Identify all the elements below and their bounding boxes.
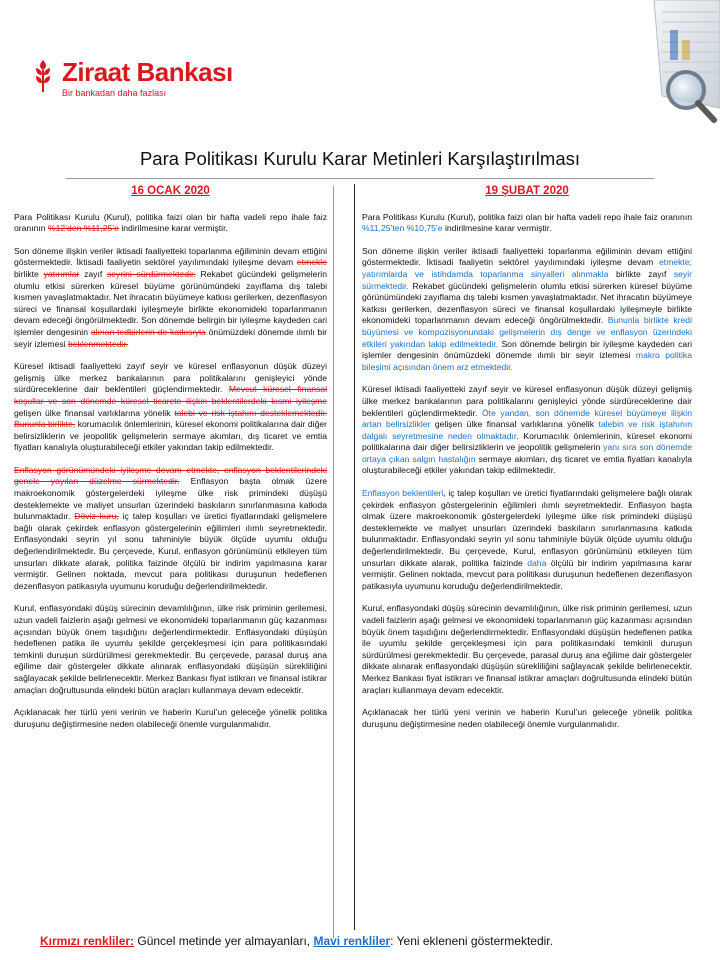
body-text: indirilmesine karar vermiştir.: [442, 223, 552, 234]
body-text: birlikte zayıf: [608, 268, 674, 279]
body-text: önümüzdeki dönemde ılımlı bir seyir izlemesi: [14, 326, 327, 349]
body-text: , iç talep koşulları ve üretici fiyatlarındaki gelişmelere bağlı olarak çekirdek enflasyon göstergelerinin eğilimleri ılımlı seyretmektedir. Enflasyon başta olmak üzere makroekonomik göstergelerdeki iyileşme ülke risk primindeki düşüşü desteklemekte ve maliyet unsurları üzerindeki baskıların sınırlanmasına katkıda bulunmaktadır. Enflasyondaki seyrin yıl sonu tahminiyle büyük ölçüde uyumlu olduğu değerlendirilmektedir. Bu çerçevede, Kurul, enflasyon görünümünü etkileyen tüm unsurları dikkate alarak, politika faizinde: [362, 488, 692, 568]
removed-text: etmekle: [296, 257, 327, 268]
header: [0, 0, 720, 130]
paragraph: [362, 603, 692, 696]
body-text: Rekabet gücündeki gelişmelerin olumlu etkisi sürerken küresel büyüme görünümündeki zayıflama dış talebi kısmen yavaşlatmaktadır. Net ihracatın büyümeye katkısı gerilerken, dezenflasyon süreci ve finansal koşullardaki iyileşmeyle birlikte ekonomideki toparlanmanın devam edeceği öngörülmektedir.: [362, 280, 692, 326]
removed-text: beklenmektedir.: [67, 338, 129, 349]
right-paragraphs: [362, 212, 692, 731]
removed-text: Enflasyon görünümündeki iyileşme devam etmekte, enflasyon beklentilerindeki genele yayılan düzelme sürmektedir.: [14, 464, 327, 487]
removed-text: alınan tedbirlerin de katkısıyla: [90, 326, 206, 337]
removed-text: Döviz kuru,: [74, 511, 119, 522]
added-text: Enflasyon beklentileri: [362, 488, 444, 499]
body-text: Açıklanacak her türlü yeni verinin ve haberin Kurul’un geleceğe yönelik politika duruşunu değiştirmesine neden olabileceği önemle vurgulanmalıdır.: [362, 707, 692, 729]
page-title: Para Politikası Kurulu Karar Metinleri Karşılaştırılması: [139, 148, 581, 169]
added-text: daha: [527, 557, 547, 568]
body-text: indirilmesine karar vermiştir.: [118, 223, 228, 234]
legend-blue-sep: :: [390, 934, 394, 948]
body-text: Kurul, enflasyondaki düşüş sürecinin devamlılığının, ülke risk priminin gerilemesi, uzun vadeli faizlerin aşağı gelmesi ve ekonomideki toparlanmanın güç kazanması açısından büyük önem taşıdığını değerlendirmektedir. Enflasyondaki düşüşün hedeflenen patika ile uyumlu şekilde gerçekleşmesi için para politikasındaki temkinli duruşun sürdürülmesi gerekmektedir. Bu çerçevede, parasal duruş ana eğilime dair göstergeler dikkate alınarak enflasyondaki düşüşün sürekliliğini sağlayacak şekilde belirlenecektir. Merkez Bankası fiyat istikrarı ve finansal istikrar amaçları doğrultusunda elindeki bütün araçları kullanmaya devam edecektir.: [14, 603, 327, 695]
body-text: Küresel iktisadi faaliyetteki zayıf seyir ve küresel enflasyonun düşük düzeyi gelişmiş ülke merkez bankalarının para politikalarını genişleyici yönde sürdüreceklerine dair beklentileri güçlendirmektedir.: [14, 361, 327, 395]
body-text: zayıf: [79, 268, 107, 279]
added-text: yanı sıra son dönemde ortaya çıkan salgın hastalığın: [362, 442, 692, 464]
body-text: Enflasyon başta olmak üzere makroekonomik göstergelerdeki iyileşme ülke risk primindeki düşüşü desteklemekte ve maliyet unsurları üzerindeki baskıların sınırlanmasına katkıda bulunmaktadır.: [14, 476, 327, 522]
paragraph: [362, 384, 692, 477]
body-text: gelişen ülke finansal varlıklarına yönelik: [14, 407, 175, 418]
paragraph: [362, 246, 692, 374]
paragraph: [362, 707, 692, 730]
added-text: Öte yandan, son dönemde küresel büyümeye ilişkin artan belirsizlikler: [362, 407, 692, 430]
body-text: ölçülü bir indirim yapılmasına karar vermiştir. Gelinen noktada, mevcut para politikası duruşunun hedeflenen dezenflasyon patikasıyla uyumunu koruduğu değerlendirilmektedir.: [362, 557, 692, 591]
removed-text: yatırımlar: [43, 268, 80, 279]
brand-logo[interactable]: [30, 58, 233, 98]
removed-text: talebi ve risk iştahını desteklemektedir. Bununla birlikte,: [14, 407, 327, 430]
body-text: iç talep koşulları ve üretici fiyatlarındaki gelişmelere bağlı olarak çekirdek enflasyon göstergelerinin eğilimleri ılımlı seyretmektedir. Enflasyondaki seyrin yıl sonu tahminiyle büyük ölçüde uyumlu olduğu değerlendirilmektedir. Bu çerçevede, Kurul, enflasyon görünümünü etkileyen tüm unsurları dikkate alarak, politika faizinde ölçülü bir indirim yapılmasına karar vermiştir. Gelinen noktada, mevcut para politikası duruşunun hedeflenen dezenflasyon patikasıyla uyumunu koruduğu değerlendirilmektedir.: [14, 511, 327, 591]
date-heading-right: 19 ŞUBAT 2020: [485, 185, 569, 197]
added-text: seyir sürmektedir.: [362, 268, 692, 291]
added-text: talebin ve risk iştahının dalgalı seyretmesine neden olmaktadır.: [362, 419, 692, 441]
left-paragraphs: [14, 212, 327, 731]
paragraph: [14, 465, 327, 593]
legend-red-desc: Güncel metinde yer almayanları,: [134, 934, 314, 948]
title-divider: [66, 178, 654, 179]
brand-tagline: Bir bankadan daha fazlası: [62, 88, 167, 98]
body-text: Açıklanacak her türlü yeni verinin ve haberin Kurul’un geleceğe yönelik politika duruşunu değiştirmesine neden olabileceği önemle vurgulanmalıdır.: [14, 707, 327, 729]
body-text: Korumacılık önlemlerinin, küresel ekonomi politikalarına dair diğer belirsizliklerin ve jeopolitik gelişmelerin: [362, 430, 692, 453]
body-text: birlikte: [14, 268, 44, 279]
paragraph: [14, 707, 327, 730]
legend-red-key: Kırmızı renkliler:: [40, 934, 135, 948]
paragraph: [14, 246, 327, 350]
added-text: %11,25’ten %10,75’e: [362, 223, 443, 234]
paragraph: [14, 603, 327, 696]
removed-text: Mevcut küresel finansal koşullar ve son dönemde küresel ticarete ilişkin beklentilerdeki kısmi iyileşme: [14, 384, 327, 406]
body-text: Para Politikası Kurulu (Kurul), politika faizi olan bir hafta vadeli repo ihale faiz oranının: [362, 211, 692, 222]
removed-text: seyrini sürdürmektedir.: [106, 268, 196, 279]
column-divider: [354, 184, 355, 930]
body-text: Son dönemde belirgin bir iyileşme kaydeden cari işlemler dengesinin önümüzdeki dönemde ılımlı bir seyir izlemesi: [362, 338, 692, 361]
body-text: Rekabet gücündeki gelişmelerin olumlu etkisi sürerken küresel büyüme görünümündeki zayıflama dış talebi kısmen yavaşlatmaktadır. Net ihracatın büyümeye katkısı gerilerken, dezenflasyon süreci ve finansal koşullardaki iyileşmeyle birlikte ekonomideki toparlanmanın devam edeceği öngörülmektedir. Son dönemde belirgin bir iyileşme kaydeden cari işlemler dengesinin: [14, 268, 327, 337]
body-text: Son döneme ilişkin veriler iktisadi faaliyetteki toparlanma eğiliminin devam ettiğini göstermektedir. İktisadi faaliyetin sektörel yayılımındaki iyileşme devam: [14, 245, 327, 268]
paragraph: [14, 212, 327, 235]
paragraph: [362, 488, 692, 592]
body-text: Kurul, enflasyondaki düşüş sürecinin devamlılığının, ülke risk priminin gerilemesi, uzun vadeli faizlerin aşağı gelmesi ve ekonomideki toparlanmanın güç kazanması açısından büyük önem taşıdığını değerlendirmektedir. Enflasyondaki düşüşün hedeflenen patika ile uyumlu şekilde gerçekleşmesi için para politikasındaki temkinli duruşun sürdürülmesi gerekmektedir. Bu çerçevede, parasal duruş ana eğilime dair göstergeler dikkate alınarak enflasyondaki düşüşün sürekliliğini sağlayacak şekilde belirlenecektir. Merkez Bankası fiyat istikrarı ve finansal istikrar amaçları doğrultusunda elindeki bütün araçları kullanmaya devam edecektir.: [362, 603, 692, 695]
body-text: korumacılık önlemlerinin, küresel ekonomi politikalarına dair diğer belirsizliklerin ve jeopolitik gelişmelerin sermaye akımları, dış ticaret ve emtia fiyatları kanalıyla oluşturabileceği etkiler yakından takip edilmektedir.: [14, 419, 327, 453]
brand-name: Ziraat Bankası: [62, 57, 233, 87]
body-text: Son döneme ilişkin veriler iktisadi faaliyetteki toparlanma eğiliminin devam ettiğini göstermektedir. İktisadi faaliyetin sektörel yayılımındaki iyileşme devam: [362, 245, 692, 268]
magnifier-document-icon: [640, 0, 720, 125]
added-text: makro politika bileşimi açısından önem arz etmektedir.: [362, 350, 693, 372]
added-text: etmekte; yatırımlarda ve istihdamda toparlanma sinyalleri alınmakla: [362, 257, 692, 279]
legend-blue-desc: Yeni ekleneni göstermektedir.: [393, 934, 553, 948]
body-text: Para Politikası Kurulu (Kurul), politika faizi olan bir hafta vadeli repo ihale faiz oranının: [14, 211, 327, 234]
legend-blue-key: Mavi renkliler: [313, 934, 391, 948]
date-heading-left: 16 OCAK 2020: [131, 185, 210, 197]
legend: [40, 934, 553, 948]
added-text: Bununla birlikte kredi büyümesi ve kompozisyonundaki gelişmelerin dış denge ve enflasyon üzerindeki etkileri yakından takip edilmektedir.: [362, 315, 692, 349]
column-february: [362, 186, 692, 741]
wheat-icon: [30, 58, 56, 94]
body-text: sermaye akımları, dış ticaret ve emtia fiyatları kanalıyla oluşturabileceği etkiler yakından takip edilmektedir.: [362, 453, 692, 476]
removed-text: %12’den %11,25’e: [47, 223, 119, 234]
body-text: gelişen ülke finansal varlıklarına yönelik: [430, 419, 599, 430]
body-text: Küresel iktisadi faaliyetteki zayıf seyir ve küresel enflasyonun düşük düzeyi gelişmiş ülke merkez bankalarının para politikalarını genişleyici yönde sürdüreceklerine dair beklentileri güçlendirmektedir.: [362, 384, 692, 418]
column-january: [14, 186, 334, 938]
paragraph: [362, 212, 692, 235]
paragraph: [14, 361, 327, 454]
